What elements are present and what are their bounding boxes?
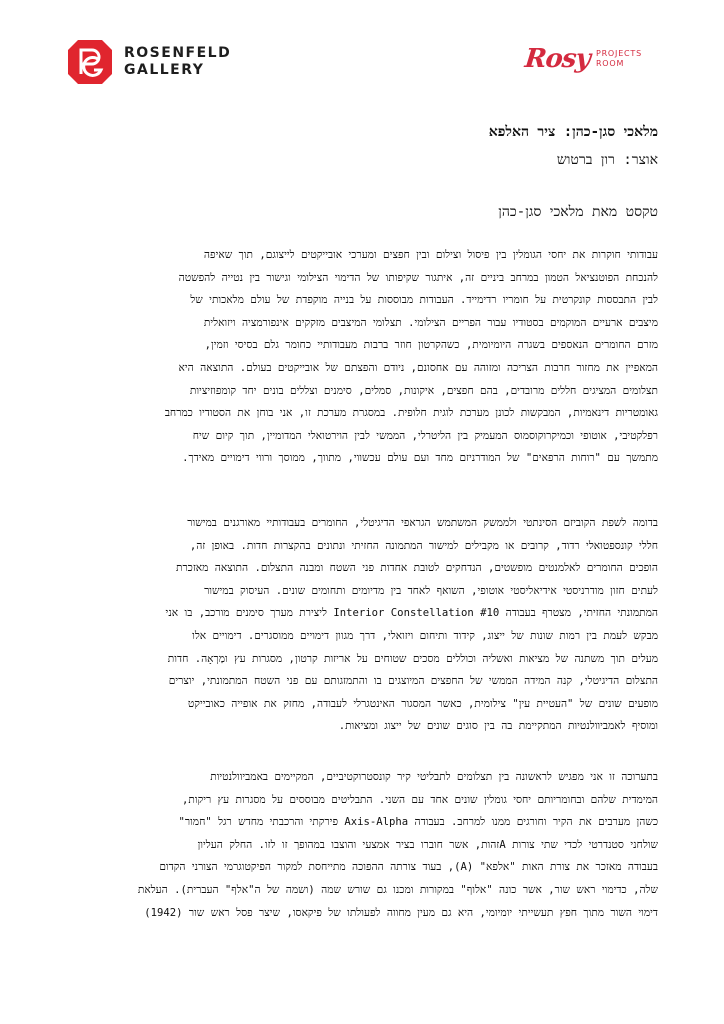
text-line: להנכחת הפוטנציאל הטמון במרחב ביניים זה, איתגור שקיפותו של הדימוי הצילומי וגישור בין נטייה להפשטה — [178, 271, 658, 284]
paragraph-2 — [66, 512, 658, 738]
text-line: מזרם החומרים הנאספים בשגרה היומיומית, כשהקרטון חוזר ברבות מעבודותיי כחומר גלם בסיסי וזמין, — [204, 339, 658, 352]
rosenfeld-gallery-logo[interactable] — [68, 40, 231, 84]
text-line: רפלקטיבי, אוטופי וכמיקרוקוסמוס המעמיק בין הליטרלי, הממשי לבין הוירטואלי המדומיין, תוך קיום שיח — [192, 429, 658, 442]
text-line: המתמונתי החזיתי, מצטרף בעבודה Interior Constellation #10 ליצירת מערך סימנים מורכב, בו אני — [165, 607, 658, 620]
logo-line-2: GALLERY — [124, 62, 205, 78]
rosy-projects-room-logo[interactable] — [525, 44, 642, 74]
text-line: מעלים תוך משתנה של מציאות ואשליה וכוללים מסכים שטוחים על אריזות קרטון, מסגרות עץ ומַרְאָה. חדות — [167, 652, 658, 665]
rosenfeld-gallery-wordmark — [124, 45, 231, 79]
text-line: גאומטריות דינאמיות, המבקשות לכונן מערכת לוגית חלופית. במסגרת מערכת זו, אני בוחן את הסטודיו כמרחב — [164, 407, 658, 420]
paragraph-3 — [66, 766, 658, 924]
text-line: בעבודה מאזכר את צורת האות "אלפא" (A), בעוד צורתה ההפוכה מתייחסת למקור הפיקטוגרמי הצורני הקדום — [159, 861, 658, 874]
text-line: בדומה לשפת הקוביזם הסינתטי ולממשק המשתמש הגראפי הדיגיטלי, החומרים בעבודותיי מאורגנים במישור — [187, 517, 658, 529]
text-line: מיצבים ארעיים המוקמים בסטודיו עבור הפריים הצילומי. תצלומי המיצבים מזקקים אינפורמציה ויזואלית — [203, 316, 658, 329]
rg-logo-icon — [68, 40, 112, 84]
text-line: עבודותי חוקרות את יחסי הגומלין בין פיסול וצילום ובין חפצים ומערכי אובייקטים לייצוגם, תוך שאיפה — [203, 249, 658, 261]
text-line: לבין התבססות קונקרטית על חומריו רדימייד. העבודות מבוססות על בנייה מוקפדת של עולם מלאכותי של — [190, 294, 658, 307]
text-line: תצלומים המציגים חללים מרובדים, בהם חפצים, איקונות, סמלים, סימנים וצללים בונים יחד קומפוזיציות — [189, 384, 658, 397]
text-line: מופעים שונים של "העטיית עין" צילומית, כאשר המסגור האינטגרלי לעבודה, מחזק את אופייה כאובייקט — [187, 697, 658, 710]
text-line: שלה, כדימוי ראש שור, אשר כונה "אלוף" במקורות ומכנו גם שורש שמה (ושמה של ה"אלף" העברית). העלאת — [137, 883, 658, 896]
exhibition-title: מלאכי סגן-כהן: ציר האלפא — [488, 124, 658, 140]
text-line: המאפיין את מחזור חרבות הצריכה ומזוהה עם אחסונם, ניודם והפצתם של אובייקטים בעולם. התוצאה היא — [178, 361, 658, 374]
rosy-sub-line-1: PROJECTS — [595, 49, 642, 58]
text-line: בתערוכה זו אני מפגיש לראשונה בין תצלומים לתבליטי קיר קונסטרוקטיביים, המקיימים באמביוולנטיות — [210, 771, 658, 783]
rosy-script-wordmark: Rosy — [523, 44, 592, 74]
text-author-subheading: טקסט מאת מלאכי סגן-כהן — [498, 204, 658, 220]
text-line: מתמשך עם "רוחות הרפאים" של המודרניזם מחד ועם עולם עכשווי, מתווך, ממוסך ורווי דימויים מאידך. — [182, 452, 658, 465]
text-line: דימוי השור מתוך חפץ תעשייתי יומיומי, היא גם מעין מחווה לפעולתו של פיקאסו, שיצר פסל ראש שור (1942) — [144, 906, 658, 919]
text-line: לעתים חזון מודרניסטי אידיאליסטי אוטופי, השואף לאחד בין מדיומים ותחומים שונים. העיסוק במישור — [204, 584, 658, 597]
text-line: התצלום הדיגיטלי, קנה המידה הממשי של החפצים המיוצגים בו והתמזגותם עם פני השטח המתמונתי, יוצרים — [168, 675, 658, 688]
rosy-sub-line-2: ROOM — [595, 59, 625, 68]
text-line: מבקש לעמת בין רמות שונות של ייצוג, קידוד ותיחום ויזואלי, דרך מגוון דימויים ממוסגרים. דימויים אלו — [192, 629, 658, 642]
text-line: הופכים החומרים לאלמנטים מופשטים, הנדחקים לטובת אחדות פני השטח ומבנה התצלום. התוצאה מאזכרת — [175, 562, 658, 575]
paragraph-1 — [66, 244, 658, 470]
text-line: ומוסיף לאמביוולנטיות המתקיימת בה בין סוגים שונים של ייצוג ומציאות. — [338, 720, 658, 733]
text-line: המימדית שלהם ובחומריותם יחסי גומלין שונים אחד עם השני. התבליטים מבוססים על מסגרות עץ ריקות, — [182, 793, 658, 806]
text-line: חללי קונספטואלי רדוד, קרובים או מקבילים למישור המתמונה החזיתי ונתונים בהקצרות חדות. באופן זה, — [189, 539, 658, 552]
rosy-subtitle — [596, 49, 642, 69]
logo-line-1: ROSENFELD — [124, 45, 232, 61]
text-line: שולחני סטנדרטי לכדי שתי צורות Aזהות, אשר חוברו בציר אמצעי והוצבו במהופך זו לזו. החלק העליון — [197, 838, 658, 851]
text-line: כשהן מערבים את הקיר וחורגים ממנו למרחב. בעבודה Axis-Alpha פירקתי והרכבתי מחדש רגל "חמור" — [178, 816, 658, 829]
curator-line: אוצר: רון ברטוש — [556, 152, 658, 168]
